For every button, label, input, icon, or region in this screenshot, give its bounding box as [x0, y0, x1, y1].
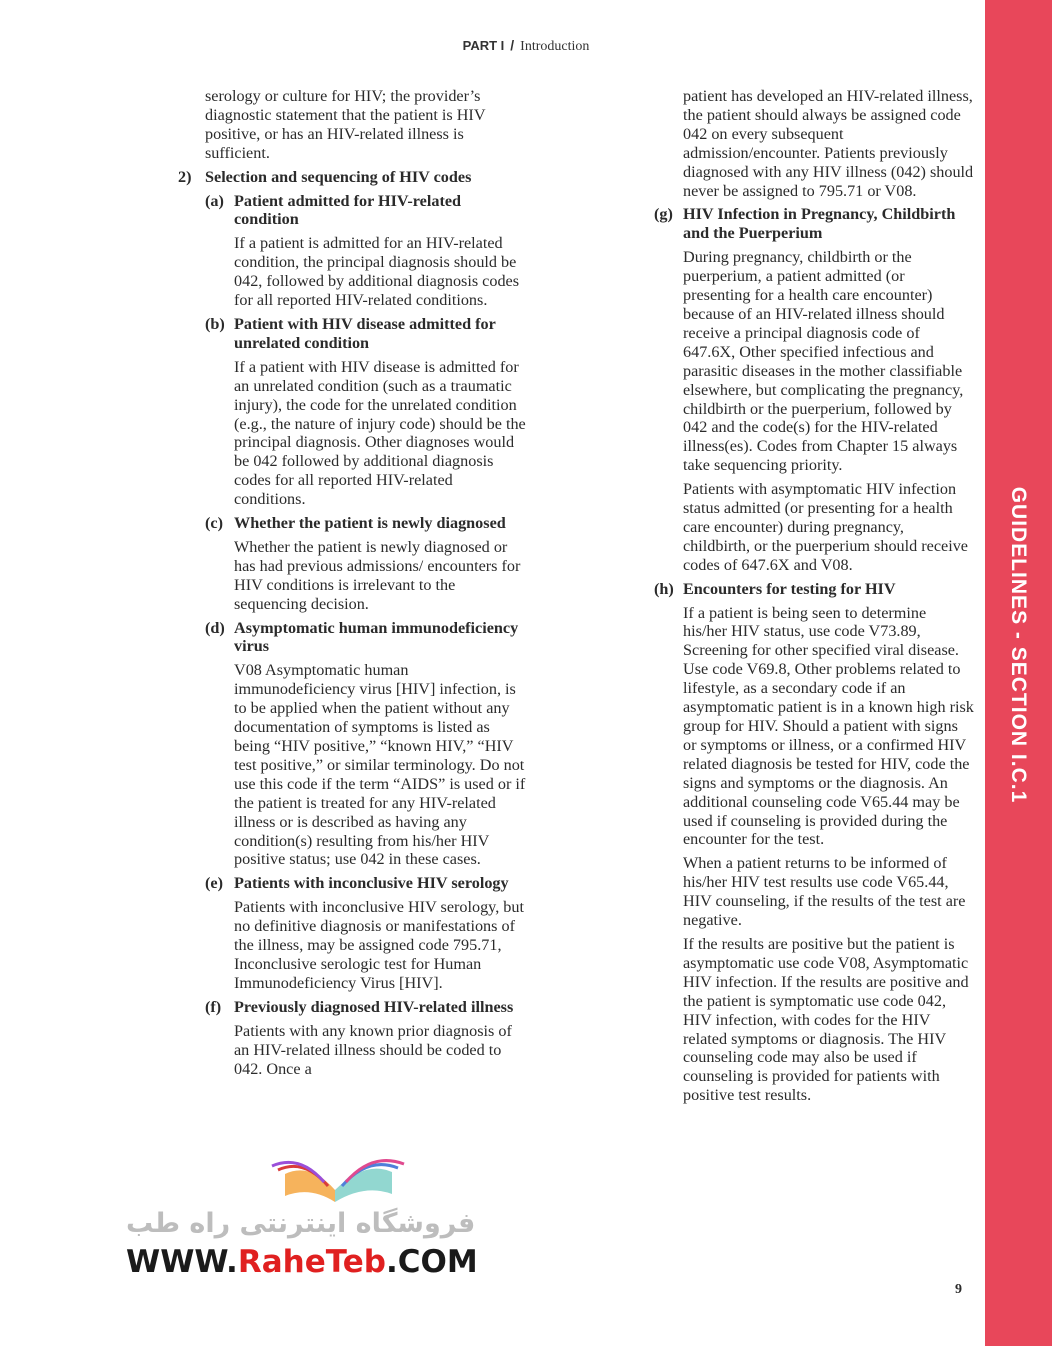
right-column [654, 87, 974, 1110]
page-number: 9 [955, 1282, 962, 1297]
heading-b [178, 315, 528, 353]
heading-a-label: (a) [205, 191, 224, 210]
paragraph-c: Whether the patient is newly diagnosed or has had previous admissions/ encounters for HIV conditions is irrelevant to the sequencing decision. [234, 537, 521, 613]
header-slash: / [510, 37, 515, 53]
watermark-persian-text: فروشگاه اینترنتی راه طب [126, 1208, 476, 1239]
heading-d-label: (d) [205, 618, 225, 637]
paragraph-g-1: During pregnancy, childbirth or the puerperium, a patient admitted (or presenting for a health care encounter) because of an HIV-related illness should receive a principal diagnosis code of 647.6X, Other specified infectious and parasitic diseases in the mother classifiable elsewhere, but complicating the pregnancy, childbirth or the puerperium, followed by 042 and the code(s) for the HIV-related illness(es). Codes from Chapter 15 always take sequencing priority. [683, 248, 964, 475]
url-prefix: WWW. [126, 1244, 238, 1280]
heading-h-title: Encounters for testing for HIV [683, 579, 896, 598]
paragraph-g-2: Patients with asymptomatic HIV infection status admitted (or presenting for a health care encounter) during pregnancy, childbirth, or the puerperium should receive codes of 647.6X and V08. [683, 480, 968, 574]
paragraph-f-continued: patient has developed an HIV-related illness, the patient should always be assigned code 042 on every subsequent admission/encounter. Patients previously diagnosed with any HIV illness (042) should never be assigned to 795.71 or V08. [683, 87, 974, 200]
heading-e [178, 874, 528, 893]
heading-f-label: (f) [205, 997, 222, 1016]
paragraph-h-3: If the results are positive but the patient is asymptomatic use code V08, Asymptomatic HIV infection. If the results are positive and the patient is symptomatic use code 042, HIV infection, with codes for the HIV related symptoms or diagnosis. The HIV counseling code may also be used if counseling is provided for patients with positive test results. [683, 934, 969, 1105]
paragraph-b: If a patient with HIV disease is admitted for an unrelated condition (such as a traumatic injury), the code for the unrelated condition (e.g., the nature of injury code) should be the principal diagnosis. Other diagnoses would be 042 followed by additional diagnosis codes for all reported HIV-related conditions. [234, 357, 526, 509]
url-brand: RaheTeb [237, 1244, 386, 1280]
heading-h-label: (h) [654, 579, 674, 598]
heading-a [178, 192, 528, 230]
heading-2-label: 2) [178, 167, 192, 186]
watermark-url [126, 1244, 478, 1280]
heading-f-title: Previously diagnosed HIV-related illness [234, 997, 514, 1016]
heading-g [654, 205, 974, 243]
heading-e-title: Patients with inconclusive HIV serology [234, 874, 509, 893]
url-suffix: .COM [385, 1244, 478, 1280]
heading-e-label: (e) [205, 874, 223, 893]
paragraph-h-2: When a patient returns to be informed of his/her HIV test results use code V65.44, HIV counseling, if the results of the test are negative. [683, 854, 966, 930]
heading-c-label: (c) [205, 514, 223, 533]
heading-2 [178, 168, 528, 187]
paragraph-a: If a patient is admitted for an HIV-related condition, the principal diagnosis should be 042, followed by additional diagnosis codes for all reported HIV-related conditions. [234, 234, 520, 310]
heading-d-title: Asymptomatic human immunodeficiency virus [234, 618, 519, 656]
heading-c [178, 514, 528, 533]
section-label: Introduction [520, 39, 590, 54]
sidebar-label: GUIDELINES - SECTION I.C.1 [1007, 486, 1030, 804]
watermark [120, 1150, 478, 1285]
left-column [178, 87, 528, 1083]
intro-paragraph: serology or culture for HIV; the provider’s diagnostic statement that the patient is HIV positive, or has an HIV-related illness is sufficient. [205, 87, 486, 162]
paragraph-f: Patients with any known prior diagnosis of an HIV-related illness should be coded to 042. Once a [234, 1021, 512, 1078]
heading-d [178, 619, 528, 657]
heading-c-title: Whether the patient is newly diagnosed [234, 514, 506, 533]
page-header [0, 37, 1052, 55]
heading-a-title: Patient admitted for HIV-related condition [234, 191, 462, 229]
heading-f [178, 998, 528, 1017]
paragraph-h-1: If a patient is being seen to determine his/her HIV status, use code V73.89, Screening for other specified viral disease. Use code V69.8, Other problems related to lifestyle, as a secondary code if an asymptomatic patient is in a known high risk group for HIV. Should a patient with signs or symptoms or illness, or a confirmed HIV related diagnosis be tested for HIV, code the signs and symptoms or the diagnosis. An additional counseling code V65.44 may be used if counseling is provided during the encounter for the test. [683, 603, 974, 849]
heading-g-title: HIV Infection in Pregnancy, Childbirth and the Puerperium [683, 205, 956, 243]
paragraph-e: Patients with inconclusive HIV serology, but no definitive diagnosis or manifestations of the illness, may be assigned code 795.71, Inconclusive serologic test for Human Immunodeficiency Virus [HIV]. [234, 898, 524, 992]
heading-g-label: (g) [654, 205, 673, 224]
heading-b-label: (b) [205, 314, 225, 333]
open-book-logo-icon [120, 1150, 460, 1210]
part-label: PART I [462, 38, 505, 53]
heading-h [654, 580, 974, 599]
heading-2-title: Selection and sequencing of HIV codes [205, 167, 472, 186]
heading-b-title: Patient with HIV disease admitted for unrelated condition [234, 314, 496, 352]
paragraph-d: V08 Asymptomatic human immunodeficiency virus [HIV] infection, is to be applied when the patient without any documentation of symptoms is listed as being “HIV positive,” “known HIV,” “HIV test positive,” or similar terminology. Do not use this code if the term “AIDS” is used or if the patient is treated for any HIV-related illness or is described as having any condition(s) resulting from his/her HIV positive status; use 042 in these cases. [234, 661, 526, 869]
section-sidebar [985, 0, 1052, 1346]
